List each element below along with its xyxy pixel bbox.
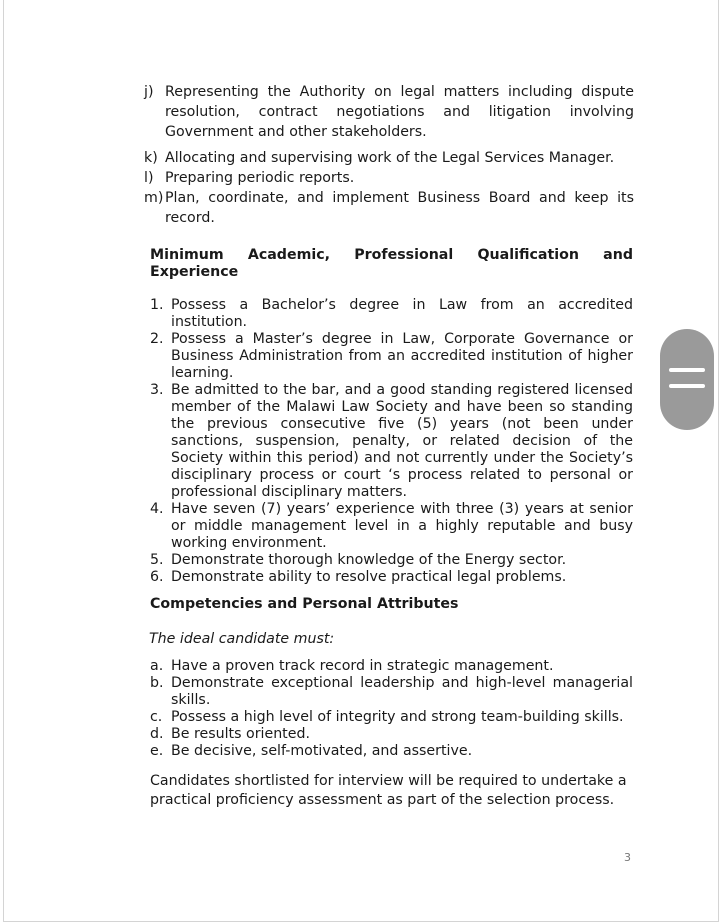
competencies-intro: The ideal candidate must: (149, 631, 335, 647)
list-marker: 5. (150, 552, 164, 568)
list-marker: 2. (150, 331, 164, 347)
list-marker: j) (144, 84, 154, 100)
list-item (150, 331, 633, 382)
list-item (150, 726, 633, 743)
list-item (150, 382, 633, 501)
list-item-text: Possess a Bachelor’s degree in Law from an accredited institution. (171, 297, 633, 330)
list-item-text: Demonstrate thorough knowledge of the Energy sector. (171, 552, 567, 568)
list-item-text: Possess a high level of integrity and strong team-building skills. (171, 709, 624, 725)
list-item (150, 501, 633, 552)
list-marker: a. (150, 658, 164, 674)
list-item-text: Demonstrate exceptional leadership and high-level managerial skills. (171, 675, 633, 708)
list-item-text: Have seven (7) years’ experience with three (3) years at senior or middle management level in a highly reputable and busy working environment. (171, 501, 633, 551)
list-item (150, 552, 633, 569)
list-item-text: Allocating and supervising work of the Legal Services Manager. (165, 150, 615, 166)
list-item-text: Possess a Master’s degree in Law, Corporate Governance or Business Administration from an accredited institution of higher learning. (171, 331, 633, 381)
qualifications-list (150, 297, 633, 586)
list-marker: c. (150, 709, 163, 725)
list-item (144, 168, 634, 188)
list-item (150, 658, 633, 675)
list-item (150, 675, 633, 709)
list-marker: e. (150, 743, 164, 759)
competencies-list (150, 658, 633, 760)
qualifications-heading: Minimum Academic, Professional Qualification and Experience (150, 247, 633, 280)
page-number: 3 (624, 851, 631, 864)
list-item-text: Be decisive, self-motivated, and assertive. (171, 743, 473, 759)
list-item-text: Representing the Authority on legal matters including dispute resolution, contract negotiations and litigation involving Government and other stakeholders. (165, 84, 634, 140)
list-marker: 1. (150, 297, 164, 313)
list-item-text: Demonstrate ability to resolve practical legal problems. (171, 569, 567, 585)
list-item (144, 82, 634, 142)
list-marker: 4. (150, 501, 164, 517)
list-item (150, 297, 633, 331)
list-marker: m) (144, 190, 164, 206)
list-item-text: Be results oriented. (171, 726, 310, 742)
list-item-text: Plan, coordinate, and implement Business Board and keep its record. (165, 190, 634, 226)
scroll-handle[interactable] (660, 329, 714, 430)
list-item (150, 709, 633, 726)
list-item (144, 148, 634, 168)
competencies-heading: Competencies and Personal Attributes (150, 596, 459, 612)
list-item (150, 743, 633, 760)
list-marker: b. (150, 675, 164, 691)
duties-list (144, 82, 634, 228)
list-item-text: Preparing periodic reports. (165, 170, 355, 186)
list-item-text: Be admitted to the bar, and a good standing registered licensed member of the Malawi Law Society and have been so standing the previous consecutive five (5) years (not been under sanctions, suspension, penalty, or related decision of the Society within this period) and not currently under the Society’s disciplinary process or court ‘s process related to personal or professional disciplinary matters. (171, 382, 633, 500)
list-item-text: Have a proven track record in strategic management. (171, 658, 554, 674)
list-item (144, 188, 634, 228)
list-marker: l) (144, 170, 154, 186)
list-item (150, 569, 633, 586)
list-marker: 6. (150, 569, 164, 585)
list-marker: d. (150, 726, 164, 742)
list-marker: 3. (150, 382, 164, 398)
closing-paragraph: Candidates shortlisted for interview will be required to undertake a practical proficiency assessment as part of the selection process. (150, 773, 627, 808)
list-marker: k) (144, 150, 158, 166)
